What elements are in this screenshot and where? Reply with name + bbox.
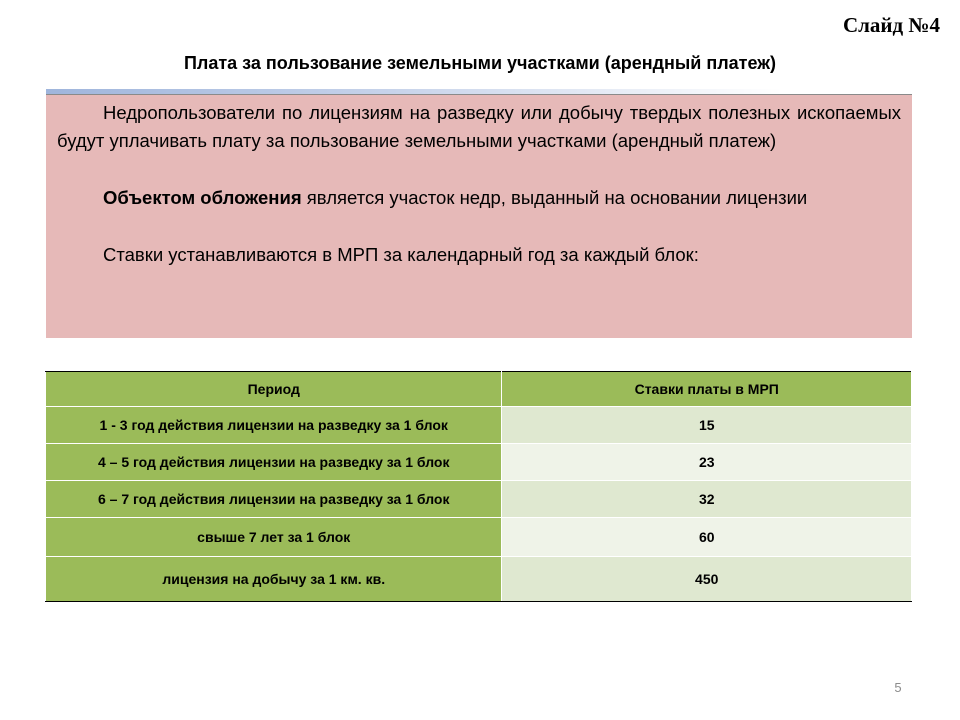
info-paragraph-3: Ставки устанавливаются в МРП за календарный год за каждый блок:: [103, 244, 699, 265]
taxation-object-description: является участок недр, выданный на основании лицензии: [301, 187, 808, 208]
table-header-row: [46, 372, 912, 407]
table-row: [46, 444, 912, 481]
table-row: [46, 481, 912, 518]
table-row: [46, 557, 912, 602]
period-cell: свыше 7 лет за 1 блок: [46, 518, 502, 557]
rates-table: [45, 371, 912, 602]
rate-cell: 60: [502, 518, 912, 557]
taxation-object-term: Объектом обложения: [103, 187, 302, 208]
info-box: [46, 95, 912, 338]
table-row: [46, 518, 912, 557]
slide-label: Слайд №4: [842, 13, 940, 37]
header-period: Период: [46, 372, 502, 407]
page-number: 5: [894, 680, 902, 695]
page-title: Плата за пользование земельными участками (арендный платеж): [183, 53, 777, 73]
period-cell: 4 – 5 год действия лицензии на разведку за 1 блок: [46, 444, 502, 481]
table-row: [46, 407, 912, 444]
period-cell: 6 – 7 год действия лицензии на разведку за 1 блок: [46, 481, 502, 518]
period-cell: лицензия на добычу за 1 км. кв.: [46, 557, 502, 602]
period-cell: 1 - 3 год действия лицензии на разведку за 1 блок: [46, 407, 502, 444]
rate-cell: 23: [502, 444, 912, 481]
rate-cell: 15: [502, 407, 912, 444]
rate-cell: 32: [502, 481, 912, 518]
info-paragraph-1: Недропользователи по лицензиям на разведку или добычу твердых полезных ископаемых будут уплачивать плату за пользование земельными участками (арендный платеж): [57, 102, 901, 151]
info-paragraph-2: [57, 184, 901, 212]
header-rate: Ставки платы в МРП: [502, 372, 912, 407]
rate-cell: 450: [502, 557, 912, 602]
